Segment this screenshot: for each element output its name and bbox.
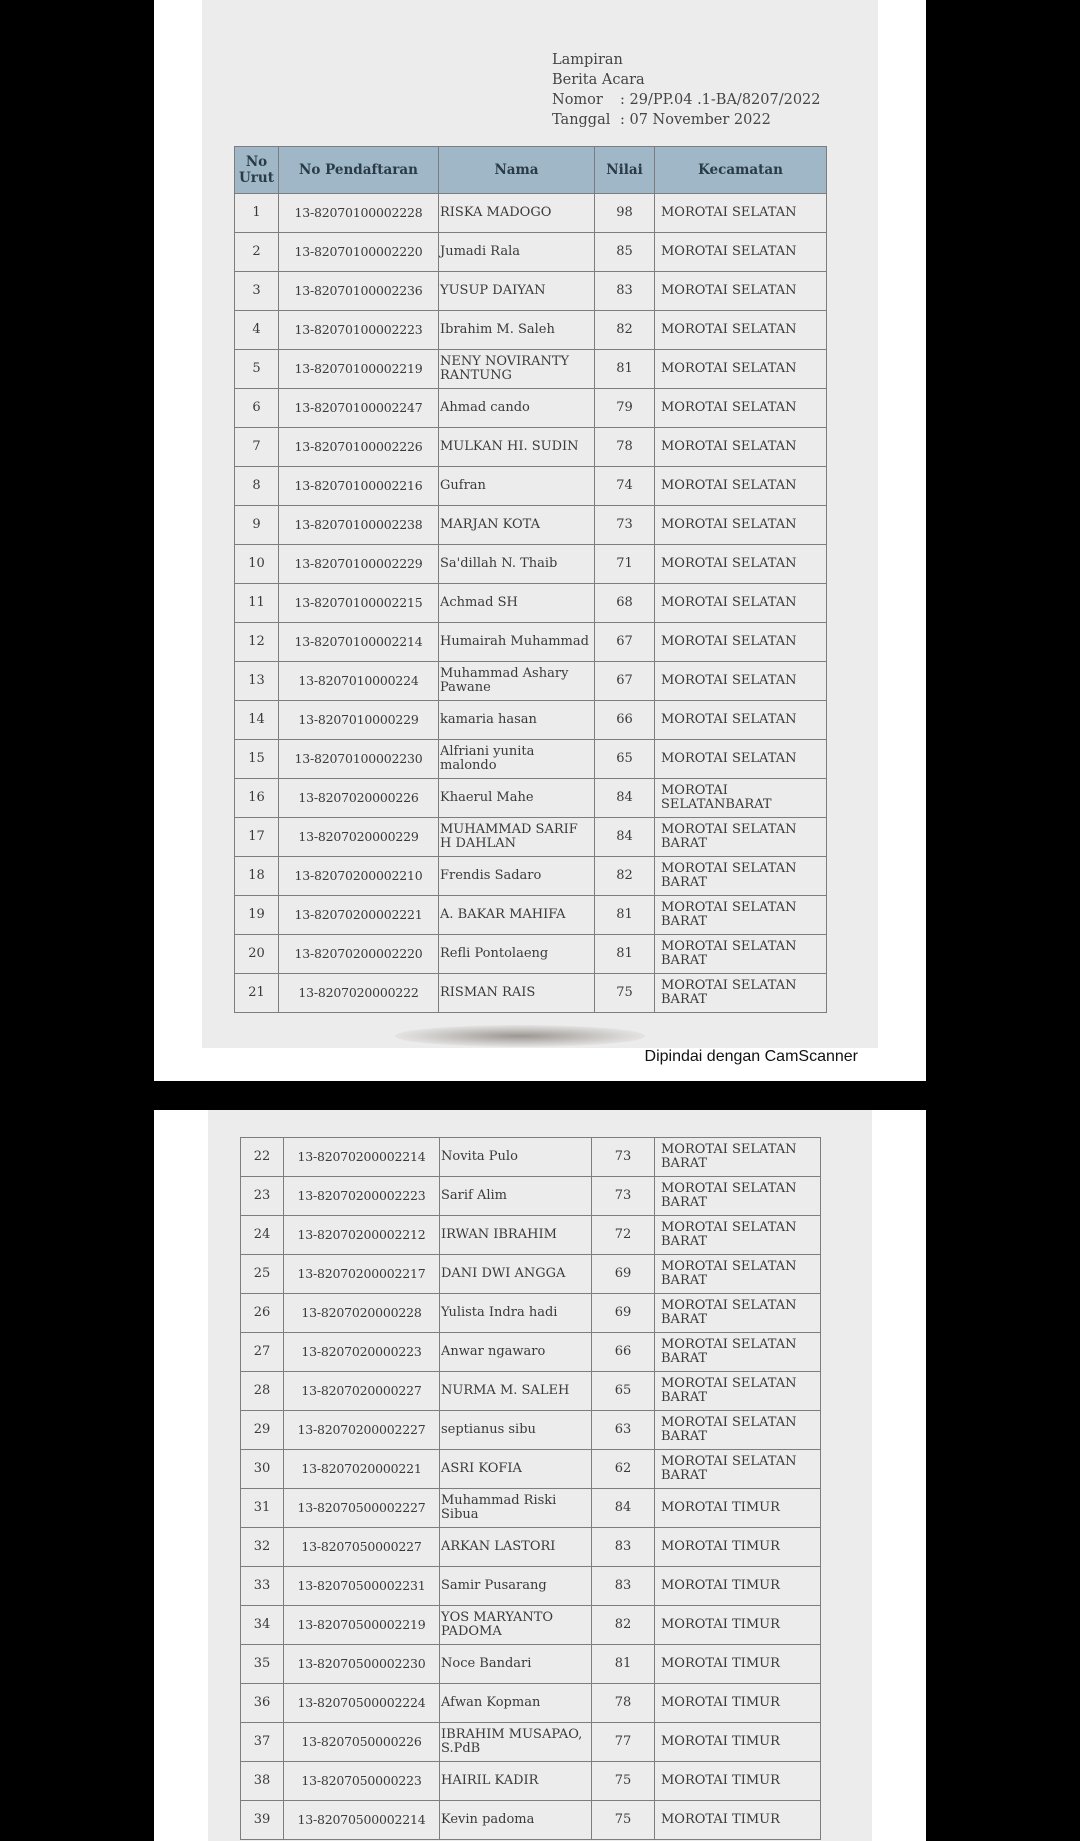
registration-number: 13-8207050000227 [284,1528,440,1567]
district-name: MOROTAI SELATAN BARAT [655,1333,821,1372]
row-number: 7 [235,428,279,467]
district-name: MOROTAI SELATAN BARAT [655,896,827,935]
district-name: MOROTAI TIMUR [655,1528,821,1567]
page-edge-shadow [395,1025,645,1047]
score-value: 68 [595,584,655,623]
row-number: 5 [235,350,279,389]
row-number: 12 [235,623,279,662]
district-name: MOROTAI TIMUR [655,1489,821,1528]
registration-number: 13-8207050000223 [284,1762,440,1801]
table-row [235,428,827,467]
table-row [235,584,827,623]
score-value: 81 [595,350,655,389]
table-row [235,818,827,857]
applicant-name: Alfriani yunita malondo [439,740,595,779]
registration-number: 13-82070100002226 [279,428,439,467]
district-name: MOROTAI SELATAN [655,506,827,545]
row-number: 29 [241,1411,284,1450]
registration-number: 13-8207020000226 [279,779,439,818]
applicant-name: IBRAHIM MUSAPAO, S.PdB [440,1723,592,1762]
registration-number: 13-82070200002220 [279,935,439,974]
applicant-name: Khaerul Mahe [439,779,595,818]
applicant-name: Achmad SH [439,584,595,623]
applicant-name: Afwan Kopman [440,1684,592,1723]
row-number: 28 [241,1372,284,1411]
table-row [235,740,827,779]
district-name: MOROTAI SELATAN BARAT [655,857,827,896]
table-row [235,701,827,740]
applicant-name: YOS MARYANTO PADOMA [440,1606,592,1645]
row-number: 32 [241,1528,284,1567]
header-nomor [552,90,821,110]
table-row [241,1606,821,1645]
col-nilai: Nilai [595,147,655,194]
registration-number: 13-82070200002212 [284,1216,440,1255]
score-value: 81 [595,935,655,974]
registration-number: 13-82070100002215 [279,584,439,623]
tanggal-label: Tanggal [552,112,611,128]
applicant-name: Sarif Alim [440,1177,592,1216]
registration-number: 13-82070200002227 [284,1411,440,1450]
applicant-name: HAIRIL KADIR [440,1762,592,1801]
score-value: 85 [595,233,655,272]
table-row [241,1645,821,1684]
score-value: 75 [595,974,655,1013]
district-name: MOROTAI SELATAN [655,467,827,506]
table-row [235,272,827,311]
registration-number: 13-82070100002214 [279,623,439,662]
table-row [235,935,827,974]
score-value: 71 [595,545,655,584]
score-value: 78 [595,428,655,467]
applicant-name: ASRI KOFIA [440,1450,592,1489]
header-berita-acara: Berita Acara [552,72,645,88]
score-value: 84 [592,1489,655,1528]
row-number: 13 [235,662,279,701]
nomor-label: Nomor [552,92,603,108]
row-number: 18 [235,857,279,896]
camscanner-footer: Dipindai dengan CamScanner [644,1048,858,1065]
row-number: 25 [241,1255,284,1294]
score-value: 98 [595,194,655,233]
row-number: 26 [241,1294,284,1333]
applicant-name: Muhammad Ashary Pawane [439,662,595,701]
registration-number: 13-82070500002230 [284,1645,440,1684]
row-number: 22 [241,1138,284,1177]
applicant-name: Muhammad Riski Sibua [440,1489,592,1528]
table-row [241,1294,821,1333]
applicant-name: MUHAMMAD SARIF H DAHLAN [439,818,595,857]
row-number: 30 [241,1450,284,1489]
district-name: MOROTAI SELATAN [655,389,827,428]
district-name: MOROTAI SELATAN [655,740,827,779]
registration-number: 13-82070500002219 [284,1606,440,1645]
district-name: MOROTAI SELATAN [655,623,827,662]
row-number: 23 [241,1177,284,1216]
row-number: 38 [241,1762,284,1801]
row-number: 1 [235,194,279,233]
registration-number: 13-82070100002238 [279,506,439,545]
table-row [241,1684,821,1723]
nomor-value: : 29/PP.04 .1-BA/8207/2022 [620,92,821,108]
district-name: MOROTAI SELATAN BARAT [655,1255,821,1294]
district-name: MOROTAI SELATAN BARAT [655,1177,821,1216]
row-number: 33 [241,1567,284,1606]
applicant-name: RISKA MADOGO [439,194,595,233]
table-row [241,1450,821,1489]
district-name: MOROTAI SELATAN [655,584,827,623]
district-name: MOROTAI SELATAN [655,272,827,311]
applicant-name: Samir Pusarang [440,1567,592,1606]
row-number: 14 [235,701,279,740]
applicant-name: Ibrahim M. Saleh [439,311,595,350]
row-number: 31 [241,1489,284,1528]
applicant-name: kamaria hasan [439,701,595,740]
district-name: MOROTAI SELATAN [655,701,827,740]
score-value: 69 [592,1294,655,1333]
score-value: 75 [592,1801,655,1840]
row-number: 36 [241,1684,284,1723]
row-number: 10 [235,545,279,584]
registration-number: 13-82070200002221 [279,896,439,935]
score-value: 82 [595,311,655,350]
score-value: 63 [592,1411,655,1450]
score-value: 79 [595,389,655,428]
row-number: 4 [235,311,279,350]
row-number: 35 [241,1645,284,1684]
applicant-name: septianus sibu [440,1411,592,1450]
col-no-urut: No Urut [235,147,279,194]
applicant-name: Yulista Indra hadi [440,1294,592,1333]
applicant-name: YUSUP DAIYAN [439,272,595,311]
applicant-name: Frendis Sadaro [439,857,595,896]
district-name: MOROTAI SELATAN BARAT [655,974,827,1013]
row-number: 39 [241,1801,284,1840]
table-row [241,1216,821,1255]
district-name: MOROTAI SELATANBARAT [655,779,827,818]
table-row [235,779,827,818]
row-number: 3 [235,272,279,311]
col-kecamatan: Kecamatan [655,147,827,194]
district-name: MOROTAI SELATAN [655,311,827,350]
registration-number: 13-82070100002223 [279,311,439,350]
registration-number: 13-82070500002224 [284,1684,440,1723]
header-lampiran: Lampiran [552,52,623,68]
registration-number: 13-8207020000221 [284,1450,440,1489]
ranking-table-page-1 [234,146,827,1013]
table-row [235,545,827,584]
applicant-name: ARKAN LASTORI [440,1528,592,1567]
score-value: 66 [595,701,655,740]
applicant-name: Humairah Muhammad [439,623,595,662]
registration-number: 13-8207020000222 [279,974,439,1013]
score-value: 66 [592,1333,655,1372]
score-value: 67 [595,623,655,662]
table-row [235,194,827,233]
applicant-name: NURMA M. SALEH [440,1372,592,1411]
registration-number: 13-82070100002229 [279,545,439,584]
row-number: 11 [235,584,279,623]
district-name: MOROTAI TIMUR [655,1801,821,1840]
district-name: MOROTAI TIMUR [655,1606,821,1645]
district-name: MOROTAI TIMUR [655,1645,821,1684]
row-number: 24 [241,1216,284,1255]
district-name: MOROTAI SELATAN [655,350,827,389]
score-value: 82 [592,1606,655,1645]
score-value: 78 [592,1684,655,1723]
registration-number: 13-82070200002223 [284,1177,440,1216]
registration-number: 13-8207020000228 [284,1294,440,1333]
registration-number: 13-82070100002219 [279,350,439,389]
applicant-name: A. BAKAR MAHIFA [439,896,595,935]
table-row [241,1801,821,1840]
score-value: 83 [592,1567,655,1606]
col-nama: Nama [439,147,595,194]
row-number: 8 [235,467,279,506]
registration-number: 13-82070500002231 [284,1567,440,1606]
district-name: MOROTAI SELATAN BARAT [655,1138,821,1177]
score-value: 82 [595,857,655,896]
applicant-name: NENY NOVIRANTY RANTUNG [439,350,595,389]
applicant-name: DANI DWI ANGGA [440,1255,592,1294]
registration-number: 13-8207010000229 [279,701,439,740]
score-value: 72 [592,1216,655,1255]
registration-number: 13-82070200002214 [284,1138,440,1177]
table-row [241,1762,821,1801]
table-row [241,1255,821,1294]
table-row [235,311,827,350]
registration-number: 13-8207050000226 [284,1723,440,1762]
district-name: MOROTAI SELATAN [655,662,827,701]
district-name: MOROTAI SELATAN BARAT [655,818,827,857]
table-row [241,1411,821,1450]
district-name: MOROTAI SELATAN [655,545,827,584]
registration-number: 13-8207010000224 [279,662,439,701]
table-row [235,662,827,701]
score-value: 77 [592,1723,655,1762]
applicant-name: Ahmad cando [439,389,595,428]
table-row [241,1489,821,1528]
registration-number: 13-82070500002227 [284,1489,440,1528]
row-number: 17 [235,818,279,857]
district-name: MOROTAI SELATAN BARAT [655,1372,821,1411]
score-value: 83 [595,272,655,311]
table-row [241,1372,821,1411]
applicant-name: Gufran [439,467,595,506]
applicant-name: IRWAN IBRAHIM [440,1216,592,1255]
table-row [241,1333,821,1372]
applicant-name: RISMAN RAIS [439,974,595,1013]
row-number: 6 [235,389,279,428]
table-row [235,506,827,545]
registration-number: 13-8207020000227 [284,1372,440,1411]
applicant-name: Novita Pulo [440,1138,592,1177]
district-name: MOROTAI SELATAN [655,233,827,272]
applicant-name: MARJAN KOTA [439,506,595,545]
table-row [241,1528,821,1567]
registration-number: 13-82070100002236 [279,272,439,311]
score-value: 67 [595,662,655,701]
row-number: 37 [241,1723,284,1762]
table-row [235,623,827,662]
score-value: 65 [592,1372,655,1411]
document-header [552,50,821,130]
row-number: 21 [235,974,279,1013]
registration-number: 13-82070100002220 [279,233,439,272]
ranking-table-page-2 [240,1137,821,1840]
registration-number: 13-8207020000223 [284,1333,440,1372]
table-header-row [235,147,827,194]
table-row [235,389,827,428]
applicant-name: Kevin padoma [440,1801,592,1840]
row-number: 19 [235,896,279,935]
table-row [235,350,827,389]
table-row [235,974,827,1013]
score-value: 73 [595,506,655,545]
header-tanggal [552,110,821,130]
score-value: 81 [595,896,655,935]
district-name: MOROTAI SELATAN BARAT [655,935,827,974]
score-value: 84 [595,818,655,857]
applicant-name: Noce Bandari [440,1645,592,1684]
registration-number: 13-8207020000229 [279,818,439,857]
district-name: MOROTAI SELATAN [655,194,827,233]
table-row [241,1177,821,1216]
registration-number: 13-82070200002210 [279,857,439,896]
table-row [235,467,827,506]
row-number: 20 [235,935,279,974]
row-number: 9 [235,506,279,545]
district-name: MOROTAI TIMUR [655,1762,821,1801]
row-number: 15 [235,740,279,779]
table-row [241,1567,821,1606]
score-value: 83 [592,1528,655,1567]
row-number: 16 [235,779,279,818]
col-no-pendaftaran: No Pendaftaran [279,147,439,194]
registration-number: 13-82070200002217 [284,1255,440,1294]
table-row [235,233,827,272]
row-number: 27 [241,1333,284,1372]
registration-number: 13-82070100002216 [279,467,439,506]
district-name: MOROTAI TIMUR [655,1723,821,1762]
row-number: 34 [241,1606,284,1645]
district-name: MOROTAI TIMUR [655,1684,821,1723]
table-row [241,1723,821,1762]
score-value: 81 [592,1645,655,1684]
district-name: MOROTAI TIMUR [655,1567,821,1606]
score-value: 75 [592,1762,655,1801]
score-value: 69 [592,1255,655,1294]
applicant-name: Sa'dillah N. Thaib [439,545,595,584]
district-name: MOROTAI SELATAN BARAT [655,1450,821,1489]
score-value: 74 [595,467,655,506]
district-name: MOROTAI SELATAN BARAT [655,1294,821,1333]
registration-number: 13-82070100002230 [279,740,439,779]
row-number: 2 [235,233,279,272]
applicant-name: Refli Pontolaeng [439,935,595,974]
score-value: 84 [595,779,655,818]
score-value: 73 [592,1177,655,1216]
score-value: 73 [592,1138,655,1177]
table-row [235,857,827,896]
applicant-name: Anwar ngawaro [440,1333,592,1372]
table-row [235,896,827,935]
tanggal-value: : 07 November 2022 [620,112,771,128]
score-value: 65 [595,740,655,779]
district-name: MOROTAI SELATAN [655,428,827,467]
applicant-name: MULKAN HI. SUDIN [439,428,595,467]
applicant-name: Jumadi Rala [439,233,595,272]
district-name: MOROTAI SELATAN BARAT [655,1216,821,1255]
district-name: MOROTAI SELATAN BARAT [655,1411,821,1450]
registration-number: 13-82070100002228 [279,194,439,233]
score-value: 62 [592,1450,655,1489]
registration-number: 13-82070100002247 [279,389,439,428]
table-row [241,1138,821,1177]
registration-number: 13-82070500002214 [284,1801,440,1840]
